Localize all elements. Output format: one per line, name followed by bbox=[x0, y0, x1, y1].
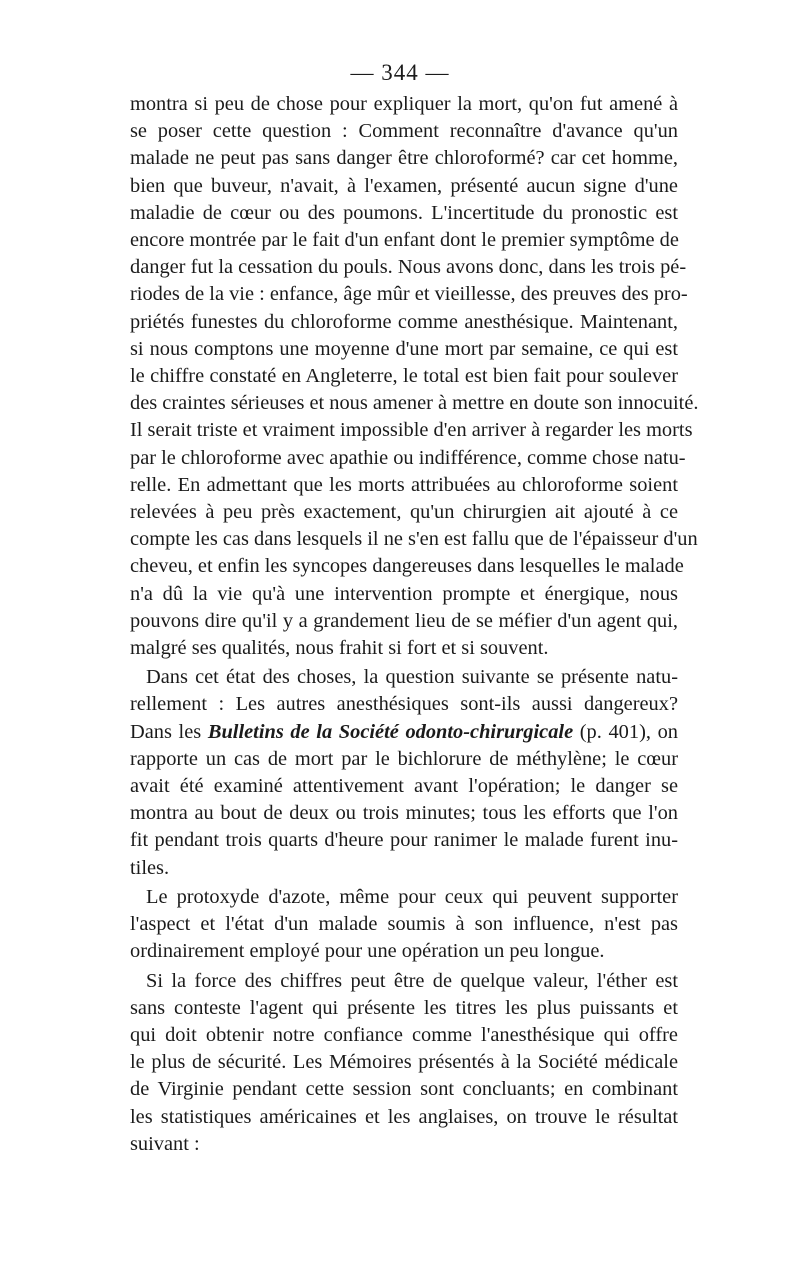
text-line: riodes de la vie : enfance, âge mûr et vieillesse, des preuves des pro- bbox=[130, 283, 688, 306]
text-line: rellement : Les autres anesthésiques sont-ils aussi dangereux? bbox=[130, 693, 678, 716]
text-line: les statistiques américaines et les anglaises, on trouve le résultat bbox=[130, 1105, 678, 1128]
text-line: maladie de cœur ou des poumons. L'incertitude du pronostic est bbox=[130, 201, 678, 224]
text-segment: Dans les bbox=[130, 720, 208, 743]
text-line: bien que buveur, n'avait, à l'examen, présenté aucun signe d'une bbox=[130, 174, 678, 197]
text-line: le plus de sécurité. Les Mémoires présentés à la Société médicale bbox=[130, 1051, 678, 1074]
text-line: danger fut la cessation du pouls. Nous avons donc, dans les trois pé- bbox=[130, 256, 687, 279]
text-line: compte les cas dans lesquels il ne s'en est fallu que de l'épaisseur d'un bbox=[130, 528, 698, 551]
text-line: fit pendant trois quarts d'heure pour ranimer le malade furent inu- bbox=[130, 829, 678, 852]
text-line: encore montrée par le fait d'un enfant dont le premier symptôme de bbox=[130, 229, 679, 252]
text-line: sans conteste l'agent qui présente les titres les plus puissants et bbox=[130, 996, 678, 1019]
text-line: montra si peu de chose pour expliquer la mort, qu'on fut amené à bbox=[130, 93, 678, 115]
text-line: Il serait triste et vraiment impossible d'en arriver à regarder les morts bbox=[130, 419, 693, 442]
text-line: priétés funestes du chloroforme comme anesthésique. Maintenant, bbox=[130, 310, 678, 333]
text-line: relevées à peu près exactement, qu'un chirurgien ait ajouté à ce bbox=[130, 501, 678, 524]
text-segment: (p. 401), on bbox=[573, 720, 678, 743]
text-line: le chiffre constaté en Angleterre, le total est bien fait pour soulever bbox=[130, 365, 678, 388]
text-line: n'a dû la vie qu'à une intervention prompte et énergique, nous bbox=[130, 582, 678, 605]
text-line: des craintes sérieuses et nous amener à mettre en doute son innocuité. bbox=[130, 392, 699, 415]
text-line: l'aspect et l'état d'un malade soumis à son influence, n'est pas bbox=[130, 913, 678, 936]
text-line: Si la force des chiffres peut être de quelque valeur, l'éther est bbox=[146, 969, 678, 992]
page-number: — 344 — bbox=[350, 60, 450, 85]
text-line: se poser cette question : Comment reconnaître d'avance qu'un bbox=[130, 120, 678, 143]
text-line: suivant : bbox=[130, 1132, 200, 1155]
body-text bbox=[130, 91, 699, 1158]
text-line: avait été examiné attentivement avant l'opération; le danger se bbox=[130, 775, 678, 798]
text-line: Dans cet état des choses, la question suivante se présente natu- bbox=[146, 666, 678, 689]
text-line: relle. En admettant que les morts attribuées au chloroforme soient bbox=[130, 473, 678, 496]
text-line: tiles. bbox=[130, 856, 170, 879]
text-line: malade ne peut pas sans danger être chloroformé? car cet homme, bbox=[130, 147, 678, 170]
text-line: pouvons dire qu'il y a grandement lieu de se méfier d'un agent qui, bbox=[130, 609, 678, 632]
text-line: malgré ses qualités, nous frahit si fort et si souvent. bbox=[130, 637, 549, 660]
text-line: de Virginie pendant cette session sont concluants; en combinant bbox=[130, 1078, 678, 1101]
text-line: qui doit obtenir notre confiance comme l'anesthésique qui offre bbox=[130, 1023, 678, 1046]
text-line: rapporte un cas de mort par le bichlorure de méthylène; le cœur bbox=[130, 747, 678, 770]
text-line: par le chloroforme avec apathie ou indifférence, comme chose natu- bbox=[130, 446, 686, 469]
text-line: ordinairement employé pour une opération un peu longue. bbox=[130, 940, 605, 963]
text-line bbox=[130, 719, 678, 746]
text-line: Le protoxyde d'azote, même pour ceux qui peuvent supporter bbox=[146, 885, 678, 908]
text-line: montra au bout de deux ou trois minutes; tous les efforts que l'on bbox=[130, 802, 678, 825]
text-line: cheveu, et enfin les syncopes dangereuses dans lesquelles le malade bbox=[130, 555, 684, 578]
italic-title: Bulletins de la Société odonto-chirurgicale bbox=[207, 720, 574, 743]
text-line: si nous comptons une moyenne d'une mort par semaine, ce qui est bbox=[130, 337, 678, 360]
